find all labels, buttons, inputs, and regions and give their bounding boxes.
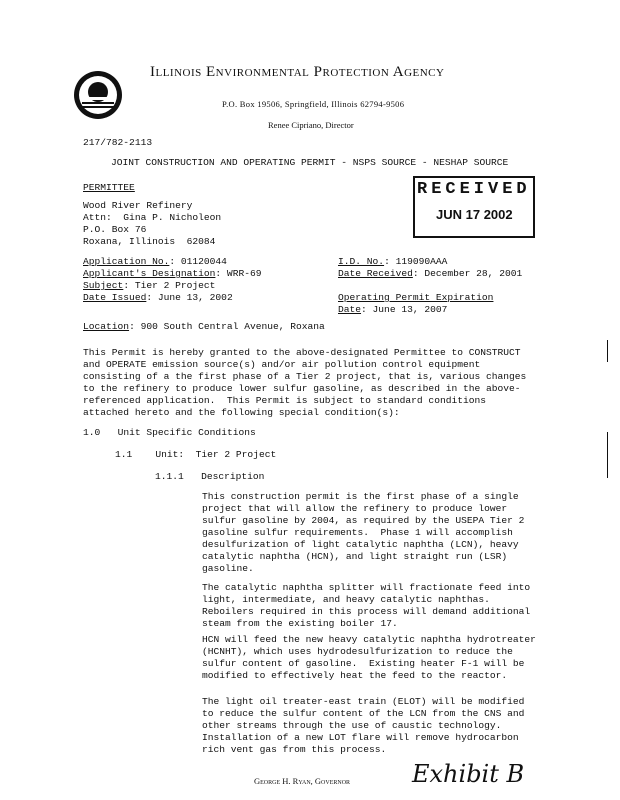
- text-line: HCN will feed the new heavy catalytic naphtha hydrotreater: [202, 634, 536, 645]
- section-heading-1-1-1: [155, 471, 264, 482]
- text-line: light, intermediate, and heavy catalytic naphthas.: [202, 594, 490, 605]
- id-no-value: : 119090AAA: [384, 256, 448, 267]
- section-title: Unit Specific Conditions: [117, 427, 256, 438]
- received-stamp-text: RECEIVED: [417, 180, 531, 199]
- text-line: rich vent gas from this process.: [202, 744, 387, 755]
- text-line: sulfur content of gasoline. Existing heater F-1 will be: [202, 658, 525, 669]
- date-issued-label: Date Issued: [83, 292, 147, 303]
- received-stamp-date: JUN 17 2002: [436, 207, 513, 222]
- text-line: This construction permit is the first phase of a single: [202, 491, 519, 502]
- text-line: The catalytic naphtha splitter will fractionate feed into: [202, 582, 531, 593]
- permittee-attn: Attn: Gina P. Nicholeon: [83, 212, 222, 223]
- intro-line: This Permit is hereby granted to the above-designated Permittee to CONSTRUCT: [83, 347, 521, 358]
- location: [83, 321, 325, 332]
- description-paragraph-4: [202, 696, 524, 756]
- text-line: other streams through the use of caustic technology.: [202, 720, 502, 731]
- subsection-title: Unit: Tier 2 Project: [155, 449, 277, 460]
- scan-mark: [607, 340, 608, 362]
- intro-line: attached hereto and the following special condition(s):: [83, 407, 400, 418]
- subsection-number: 1.1: [115, 449, 133, 460]
- intro-paragraph: [83, 347, 526, 419]
- location-label: Location: [83, 321, 130, 332]
- intro-line: consisting of a the first phase of a Tier 2 project, that is, various changes: [83, 371, 527, 382]
- description-paragraph-1: [202, 491, 524, 575]
- subsubsection-title: Description: [201, 471, 265, 482]
- permit-title: JOINT CONSTRUCTION AND OPERATING PERMIT - NSPS SOURCE - NESHAP SOURCE: [111, 157, 509, 168]
- subject-value: : Tier 2 Project: [123, 280, 216, 291]
- permittee-city: Roxana, Illinois 62084: [83, 236, 216, 247]
- text-line: steam from the existing boiler 17.: [202, 618, 398, 629]
- section-heading-1-1: [115, 449, 276, 460]
- text-line: modified to effectively heat the feed to the reactor.: [202, 670, 508, 681]
- section-number: 1.0: [83, 427, 101, 438]
- intro-line: and OPERATE emission source(s) and/or air pollution control equipment: [83, 359, 481, 370]
- permit-metadata-left: [83, 256, 261, 304]
- text-line: Reboilers required in this process will demand additional: [202, 606, 531, 617]
- text-line: to reduce the sulfur content of the LCN from the CNS and: [202, 708, 525, 719]
- application-no-label: Application No.: [83, 256, 170, 267]
- description-paragraph-2: [202, 582, 530, 630]
- text-line: gasoline sulfur requirements. Phase 1 will accomplish: [202, 527, 513, 538]
- scan-mark: [607, 432, 608, 478]
- location-value: : 900 South Central Avenue, Roxana: [129, 321, 325, 332]
- permittee-label: PERMITTEE: [83, 182, 135, 193]
- applicant-designation-value: : WRR-69: [215, 268, 262, 279]
- text-line: project that will allow the refinery to produce lower: [202, 503, 508, 514]
- text-line: catalytic naphtha (HCN), and light straight run (LSR): [202, 551, 508, 562]
- section-heading-1-0: [83, 427, 256, 438]
- exhibit-b-handwritten: Exhibit B: [412, 760, 525, 788]
- agency-name: Illinois Environmental Protection Agency: [150, 64, 445, 80]
- text-line: (HCNHT), which uses hydrodesulfurization to reduce the: [202, 646, 513, 657]
- intro-line: referenced application. This Permit is subject to standard conditions: [83, 395, 487, 406]
- text-line: desulfurization of light catalytic naphtha (LCN), heavy: [202, 539, 519, 550]
- text-line: Installation of a new LOT flare will remove hydrocarbon: [202, 732, 519, 743]
- applicant-designation-label: Applicant's Designation: [83, 268, 216, 279]
- permittee-pobox: P.O. Box 76: [83, 224, 147, 235]
- date-issued-value: : June 13, 2002: [146, 292, 233, 303]
- operating-permit-expiration: [338, 292, 493, 316]
- application-no-value: : 01120044: [169, 256, 227, 267]
- id-no-label: I.D. No.: [338, 256, 385, 267]
- date-received-value: : December 28, 2001: [412, 268, 523, 279]
- subject-label: Subject: [83, 280, 124, 291]
- description-paragraph-3: [202, 634, 536, 682]
- subsubsection-number: 1.1.1: [155, 471, 184, 482]
- permit-metadata-right: [338, 256, 522, 280]
- text-line: gasoline.: [202, 563, 254, 574]
- illinois-epa-seal-logo: [73, 70, 123, 120]
- permittee-address: [83, 200, 221, 248]
- agency-director: Renee Cipriano, Director: [268, 120, 354, 130]
- op-exp-date-label: Date: [338, 304, 362, 315]
- date-received-label: Date Received: [338, 268, 413, 279]
- op-exp-label: Operating Permit Expiration: [338, 292, 494, 303]
- text-line: The light oil treater-east train (ELOT) will be modified: [202, 696, 525, 707]
- intro-line: to the refinery to produce lower sulfur gasoline, as described in the above-: [83, 383, 521, 394]
- permittee-name: Wood River Refinery: [83, 200, 193, 211]
- phone-number: 217/782-2113: [83, 137, 153, 148]
- op-exp-date-value: : June 13, 2007: [361, 304, 448, 315]
- text-line: sulfur gasoline by 2004, as required by the USEPA Tier 2: [202, 515, 525, 526]
- footer-governor: George H. Ryan, Governor: [254, 776, 351, 786]
- agency-address: P.O. Box 19506, Springfield, Illinois 62794-9506: [222, 99, 405, 109]
